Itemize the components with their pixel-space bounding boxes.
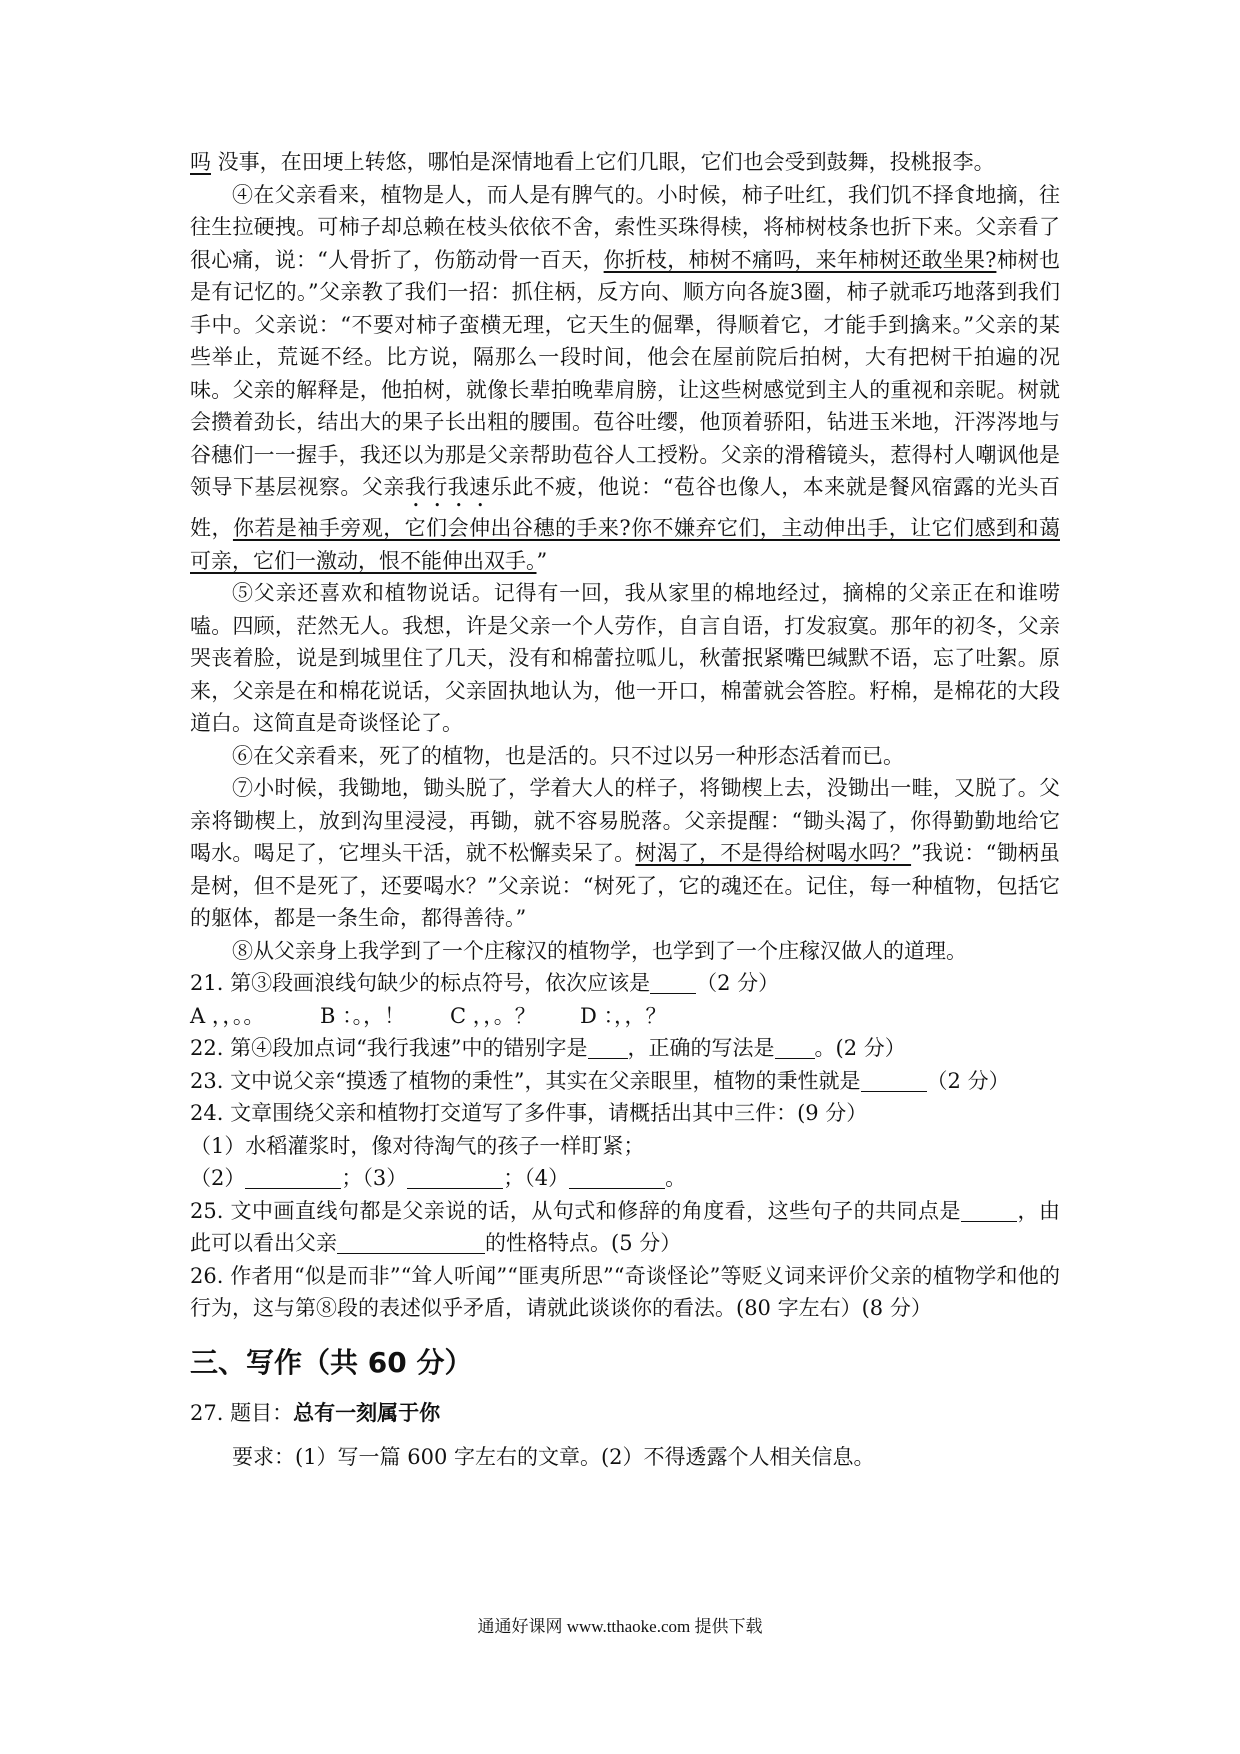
- underlined-sentence: 你若是袖手旁观，它们会伸出谷穗的手来?你不嫌弃它们，主动伸出手，让它们感到和蔼可亲，它们一激动，恨不能伸出双手。: [190, 516, 1060, 573]
- option-c: C ，，。？: [450, 1003, 536, 1028]
- essay-title: 总有一刻属于你: [293, 1400, 441, 1425]
- underlined-sentence: 树渴了，不是得给树喝水吗？: [635, 841, 912, 865]
- question-21-options: [190, 1000, 1060, 1033]
- question-21: 21. 第③段画浪线句缺少的标点符号，依次应该是 （2 分）: [190, 971, 780, 995]
- paragraph-4: ④在父亲看来，植物是人，而人是有脾气的。小时候，柿子吐红，我们饥不择食地摘，往往生拉硬拽。可柿子却总赖在枝头依依不舍，索性买珠得椟，将柿树枝条也折下来。父亲看了很心痛，说：“人骨折了，伤筋动骨一百天，你折枝，柿树不痛吗，来年柿树还敢坐果?柿树也是有记忆的。”父亲教了我们一招：抓住柄，反方向、顺方向各旋3圈，柿子就乖巧地落到我们手中。父亲说：“不要对柿子蛮横无理，它天生的倔犟，得顺着它，才能手到擒来。”父亲的某些举止，荒诞不经。比方说，隔那么一段时间，他会在屋前院后拍树，大有把树干拍遍的况味。父亲的解释是，他拍树，就像长辈拍晚辈肩膀，让这些树感觉到主人的重视和亲昵。树就会攒着劲长，结出大的果子长出粗的腰围。苞谷吐缨，他顶着骄阳，钻进玉米地，汗涔涔地与谷穗们一一握手，我还以为那是父亲帮助苞谷人工授粉。父亲的滑稽镜头，惹得村人嘲讽他是领导下基层视察。父亲我行我速乐此不疲，他说：“苞谷也像人，本来就是餐风宿露的光头百姓，你若是袖手旁观，它们会伸出谷穗的手来?你不嫌弃它们，主动伸出手，让它们感到和蔼可亲，它们一激动，恨不能伸出双手。”: [190, 182, 1061, 573]
- answer-blank[interactable]: [407, 1166, 503, 1189]
- paragraph-5: ⑤父亲还喜欢和植物说话。记得有一回，我从家里的棉地经过，摘棉的父亲正在和谁唠嗑。四顾，茫然无人。我想，许是父亲一个人劳作，自言自语，打发寂寞。那年的初冬，父亲哭丧着脸，说是到城里住了几天，没有和棉蕾拉呱儿，秋蕾抿紧嘴巴缄默不语，忘了吐絮。原来，父亲是在和棉花说话，父亲固执地认为，他一开口，棉蕾就会答腔。籽棉，是棉花的大段道白。这简直是奇谈怪论了。: [190, 581, 1060, 735]
- paragraph-7: ⑦小时候，我锄地，锄头脱了，学着大人的样子，将锄楔上去，没锄出一畦，又脱了。父亲将锄楔上，放到沟里浸浸，再锄，就不容易脱落。父亲提醒：“锄头渴了，你得勤勤地给它喝水。喝足了，它埋头干活，就不松懈卖呆了。树渴了，不是得给树喝水吗？”我说：“锄柄虽是树，但不是死了，还要喝水？”父亲说：“树死了，它的魂还在。记住，每一种植物，包括它的躯体，都是一条生命，都得善待。”: [190, 776, 1061, 930]
- question-23: 23. 文中说父亲“摸透了植物的秉性”，其实在父亲眼里，植物的秉性就是 （2 分）: [190, 1068, 1010, 1093]
- paragraph-3-tail: 吗 没事，在田埂上转悠，哪怕是深情地看上它们几眼，它们也会受到鼓舞，投桃报李。: [190, 150, 995, 174]
- question-26: 26. 作者用“似是而非”“耸人听闻”“匪夷所思”“奇谈怪论”等贬义词来评价父亲的植物学和他的行为，这与第⑧段的表述似乎矛盾，请就此谈谈你的看法。(80 字左右）(8 分）: [190, 1263, 1060, 1320]
- answer-blank[interactable]: [245, 1166, 341, 1189]
- question-27-requirements: 要求：(1）写一篇 600 字左右的文章。(2）不得透露个人相关信息。: [232, 1445, 875, 1469]
- section-3-title: 三、写作（共 60 分）: [190, 1345, 473, 1379]
- answer-blank[interactable]: [861, 1069, 927, 1092]
- option-b: B ：。，！: [320, 1003, 406, 1028]
- answer-blank[interactable]: [569, 1166, 665, 1189]
- underlined-word: 吗: [190, 150, 211, 174]
- page-footer: 通通好课网 www.tthaoke.com 提供下载: [477, 1617, 763, 1636]
- option-d: D ：，，？: [580, 1003, 667, 1028]
- paragraph-8: ⑧从父亲身上我学到了一个庄稼汉的植物学，也学到了一个庄稼汉做人的道理。: [232, 938, 967, 963]
- question-22: 22. 第④段加点词“我行我速”中的错别字是 ，正确的写法是 。(2 分）: [190, 1036, 906, 1060]
- question-25: 25. 文中画直线句都是父亲说的话，从句式和修辞的角度看，这些句子的共同点是 ，由此可以看出父亲 的性格特点。(5 分）: [190, 1198, 1060, 1255]
- page-content: [190, 146, 1060, 1474]
- question-24: 24. 文章围绕父亲和植物打交道写了多件事，请概括出其中三件：(9 分）: [190, 1101, 868, 1125]
- question-24-blanks: （2） ；（3） ；（4） 。: [190, 1166, 687, 1190]
- underlined-sentence: 你折枝，柿树不痛吗，来年柿树还敢坐果?: [603, 247, 997, 272]
- question-24-item-1: （1）水稻灌浆时，像对待淘气的孩子一样盯紧；: [190, 1133, 645, 1158]
- paragraph-6: ⑥在父亲看来，死了的植物，也是活的。只不过以另一种形态活着而已。: [232, 743, 904, 768]
- question-27: 27. 题目：总有一刻属于你: [190, 1400, 441, 1425]
- answer-blank[interactable]: [775, 1036, 815, 1059]
- answer-blank[interactable]: [588, 1036, 628, 1059]
- answer-blank[interactable]: [650, 971, 696, 994]
- answer-blank[interactable]: [337, 1231, 485, 1254]
- option-a: A ，，。。: [190, 1003, 265, 1028]
- dotted-word: 我行我速: [404, 475, 491, 499]
- answer-blank[interactable]: [961, 1199, 1017, 1222]
